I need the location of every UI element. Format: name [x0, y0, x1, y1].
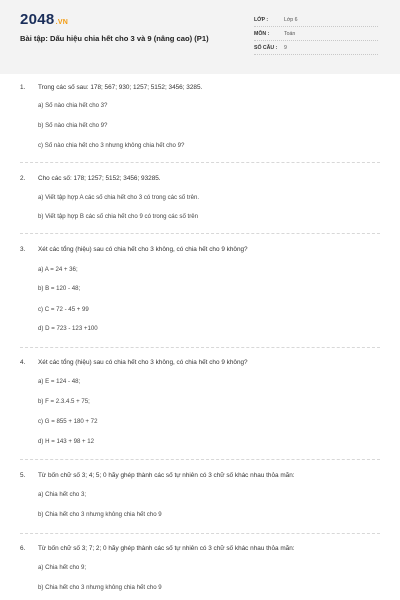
- sub-question: d) H = 143 + 98 + 12: [38, 438, 95, 445]
- question-number: 5.: [20, 472, 26, 479]
- sub-question: b) Số nào chia hết cho 9?: [38, 122, 108, 129]
- sub-question: b) Chia hết cho 3 nhưng không chia hết cho 9: [38, 584, 162, 591]
- meta-key: MÔN :: [254, 31, 270, 37]
- sub-question: c) Số nào chia hết cho 3 nhưng không chia hết cho 9?: [38, 142, 185, 149]
- meta-key: SỐ CÂU :: [254, 45, 278, 51]
- question-text: Cho các số: 178; 1257; 5152; 3456; 93285.: [38, 175, 161, 182]
- sub-question: a) Số nào chia hết cho 3?: [38, 102, 108, 109]
- divider: [20, 459, 380, 460]
- divider: [20, 233, 380, 234]
- sub-question: a) A = 24 + 36;: [38, 266, 78, 273]
- sub-question: a) Chia hết cho 3;: [38, 491, 87, 498]
- divider: [20, 533, 380, 534]
- sub-question: d) D = 723 - 123 +100: [38, 325, 98, 332]
- logo[interactable]: [20, 11, 68, 28]
- question-number: 6.: [20, 545, 26, 552]
- meta-value: Toán: [284, 31, 296, 37]
- question-text: Từ bốn chữ số 3; 7; 2; 0 hãy ghép thành các số tự nhiên có 3 chữ số khác nhau thỏa mãn:: [38, 545, 295, 552]
- meta-key: LỚP :: [254, 17, 269, 23]
- meta-row-subject: [254, 28, 378, 41]
- header: [0, 0, 400, 74]
- question-number: 2.: [20, 175, 26, 182]
- sub-question: b) Viết tập hợp B các số chia hết cho 9 có trong các số trên: [38, 213, 199, 220]
- sub-question: c) G = 855 + 180 + 72: [38, 418, 98, 425]
- question-number: 1.: [20, 84, 26, 91]
- sub-question: b) Chia hết cho 3 nhưng không chia hết cho 9: [38, 511, 162, 518]
- question-text: Từ bốn chữ số 3; 4; 5; 0 hãy ghép thành các số tự nhiên có 3 chữ số khác nhau thỏa mãn:: [38, 472, 295, 479]
- sub-question: a) Chia hết cho 9;: [38, 564, 87, 571]
- divider: [20, 347, 380, 348]
- logo-text: 2048: [20, 11, 55, 28]
- meta-value: Lớp 6: [284, 17, 298, 23]
- logo-suffix: .VN: [55, 19, 69, 26]
- question-number: 3.: [20, 246, 26, 253]
- meta-row-count: [254, 42, 378, 55]
- sub-question: a) Viết tập hợp A các số chia hết cho 3 có trong các số trên.: [38, 194, 200, 201]
- sub-question: a) E = 124 - 48;: [38, 378, 81, 385]
- divider: [20, 162, 380, 163]
- question-text: Xét các tổng (hiệu) sau có chia hết cho 3 không, có chia hết cho 9 không?: [38, 246, 248, 253]
- question-number: 4.: [20, 359, 26, 366]
- question-text: Trong các số sau: 178; 567; 930; 1257; 5152; 3456; 3285.: [38, 84, 203, 91]
- sub-question: c) C = 72 - 45 + 99: [38, 306, 89, 313]
- meta-row-class: [254, 14, 378, 27]
- meta-value: 9: [284, 45, 287, 51]
- question-text: Xét các tổng (hiệu) sau có chia hết cho 3 không, có chia hết cho 9 không?: [38, 359, 248, 366]
- sub-question: b) F = 2.3.4.5 + 75;: [38, 398, 90, 405]
- page-title: Bài tập: Dấu hiệu chia hết cho 3 và 9 (nâng cao) (P1): [20, 34, 209, 43]
- sub-question: b) B = 120 - 48;: [38, 285, 81, 292]
